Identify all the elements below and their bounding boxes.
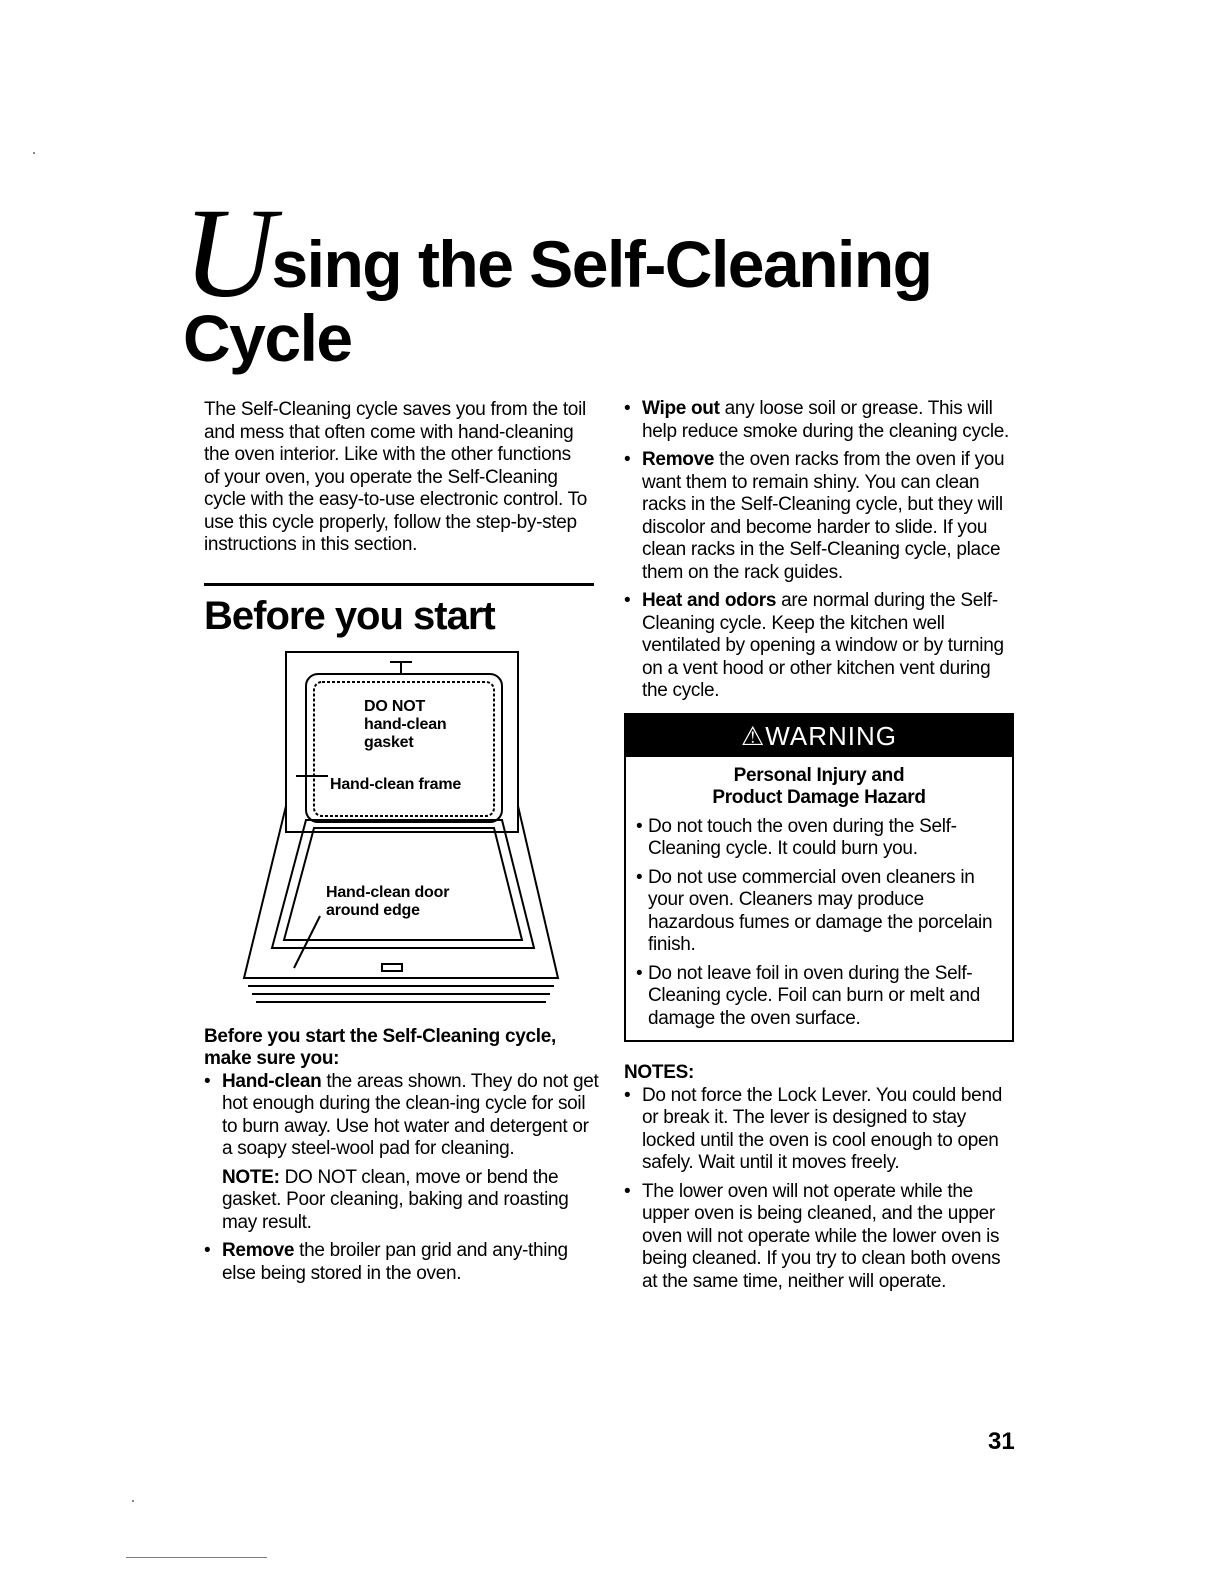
list-item-bold: Wipe out — [642, 398, 720, 419]
scan-speck — [132, 1500, 134, 1502]
door-pointer — [294, 916, 320, 968]
label-hand-clean-door — [326, 884, 449, 920]
list-item — [636, 963, 1002, 1031]
footer-line — [126, 1557, 267, 1558]
list-item — [624, 449, 1016, 584]
prep-list — [624, 398, 1016, 703]
list-item-text: any loose soil or grease. This will help reduce smoke during the cleaning cycle. — [642, 398, 1010, 442]
intro-paragraph: The Self-Cleaning cycle saves you from the toil and mess that often come with hand-cleaning the oven interior. Like with the other functions of your oven, you operate the Self-Cleaning cycle with the easy-to-use electronic control. To use this cycle properly, follow the step-by-step instructions in this section. — [204, 399, 588, 555]
list-item-text: the broiler pan grid and any-thing else being stored in the oven. — [222, 1240, 568, 1284]
oven-door-rails — [248, 986, 554, 1002]
section-rule — [204, 583, 594, 586]
oven-door-badge — [382, 964, 402, 971]
bullet: • — [636, 866, 643, 888]
list-item — [636, 816, 1002, 861]
warning-sub-line-2: Product Damage Hazard — [712, 787, 926, 808]
bullet: • — [204, 1240, 211, 1261]
label-hand-clean-text: hand-clean — [364, 715, 447, 733]
list-item — [624, 1181, 1016, 1294]
label-do-not — [364, 698, 446, 752]
right-column — [624, 398, 1016, 1293]
page-number: 31 — [988, 1428, 1015, 1455]
list-item-text: the oven racks from the oven if you want them to remain shiny. You can clean racks in the Self-Cleaning cycle, but they will discolor and become harder to slide. If you clean racks in the Self-Cleaning cycle, place them on the rack guides. — [642, 449, 1005, 583]
label-door-line-2: around edge — [326, 901, 420, 919]
list-item-bold: Remove — [222, 1240, 295, 1261]
list-item-bold: Remove — [642, 449, 715, 470]
notes-heading: NOTES: — [624, 1062, 694, 1083]
list-item-text: Do not touch the oven during the Self-Cleaning cycle. It could burn you. — [648, 815, 957, 859]
bullet: • — [624, 449, 631, 470]
lock-lever — [390, 662, 412, 674]
oven-diagram — [242, 648, 564, 1018]
bullet: • — [624, 398, 631, 419]
before-list — [204, 1071, 599, 1286]
title-drop-cap: U — [183, 182, 270, 324]
list-item-text: are normal during the Self-Cleaning cycle. Keep the kitchen well ventilated by opening a window or by turning on a vent hood or other kitchen vent during the cycle. — [642, 590, 1004, 701]
list-item-bold: Heat and odors — [642, 590, 777, 611]
list-item-text: Do not force the Lock Lever. You could bend or break it. The lever is designed to stay locked until the oven is cool enough to open safely. Wait until it moves freely. — [642, 1084, 1002, 1173]
label-do-not-text: DO NOT — [364, 697, 426, 715]
list-item-text: the areas shown. They do not get hot enough during the clean-ing cycle for soil to burn away. Use hot water and detergent or a soapy steel-wool pad for cleaning. — [222, 1070, 599, 1159]
list-item — [624, 1085, 1016, 1175]
list-item-text: The lower oven will not operate while the upper oven is being cleaned, and the upper oven will not operate while the lower oven is being cleaned. If you try to clean both ovens at the same time, neither will operate. — [642, 1180, 1001, 1292]
bullet: • — [204, 1070, 211, 1092]
bullet: • — [636, 815, 643, 837]
label-gasket-text: gasket — [364, 733, 414, 751]
title-line-2: Cycle — [183, 301, 352, 375]
title-text: sing the Self-Cleaning — [271, 227, 932, 301]
warning-sub-line-1: Personal Injury and — [733, 764, 905, 786]
list-item — [636, 867, 1002, 957]
page-title — [183, 182, 932, 375]
gasket-note — [222, 1167, 599, 1235]
warning-header-text: WARNING — [765, 720, 897, 751]
warning-box — [624, 713, 1014, 1043]
note-text: DO NOT clean, move or bend the gasket. Poor cleaning, baking and roasting may result. — [222, 1166, 569, 1233]
list-item — [624, 398, 1016, 443]
list-item-bold: Hand-clean — [222, 1070, 322, 1092]
warning-icon: ⚠ — [740, 720, 766, 751]
list-item — [204, 1071, 599, 1235]
scan-speck — [33, 152, 35, 154]
warning-header — [626, 715, 1012, 757]
bullet: • — [624, 1084, 631, 1106]
list-item-text: Do not use commercial oven cleaners in your oven. Cleaners may produce hazardous fumes or damage the porcelain finish. — [648, 866, 993, 955]
title-line-1 — [183, 182, 932, 324]
bullet: • — [624, 590, 631, 611]
warning-list — [636, 816, 1002, 1031]
warning-subheading — [626, 765, 1012, 810]
note-label: NOTE: — [222, 1166, 280, 1188]
label-door-line-1: Hand-clean door — [326, 883, 450, 901]
before-you-start-heading: Before you start — [204, 593, 495, 638]
bullet: • — [636, 962, 643, 984]
bullet: • — [624, 1180, 631, 1202]
notes-list — [624, 1085, 1016, 1294]
label-hand-clean-frame: Hand-clean frame — [330, 775, 462, 793]
list-item — [624, 590, 1016, 703]
list-item-text: Do not leave foil in oven during the Self-Cleaning cycle. Foil can burn or melt and damage the oven surface. — [648, 962, 980, 1029]
before-lead-text: Before you start the Self-Cleaning cycle, make sure you: — [204, 1025, 556, 1069]
list-item — [204, 1240, 599, 1285]
left-column — [204, 399, 599, 1285]
